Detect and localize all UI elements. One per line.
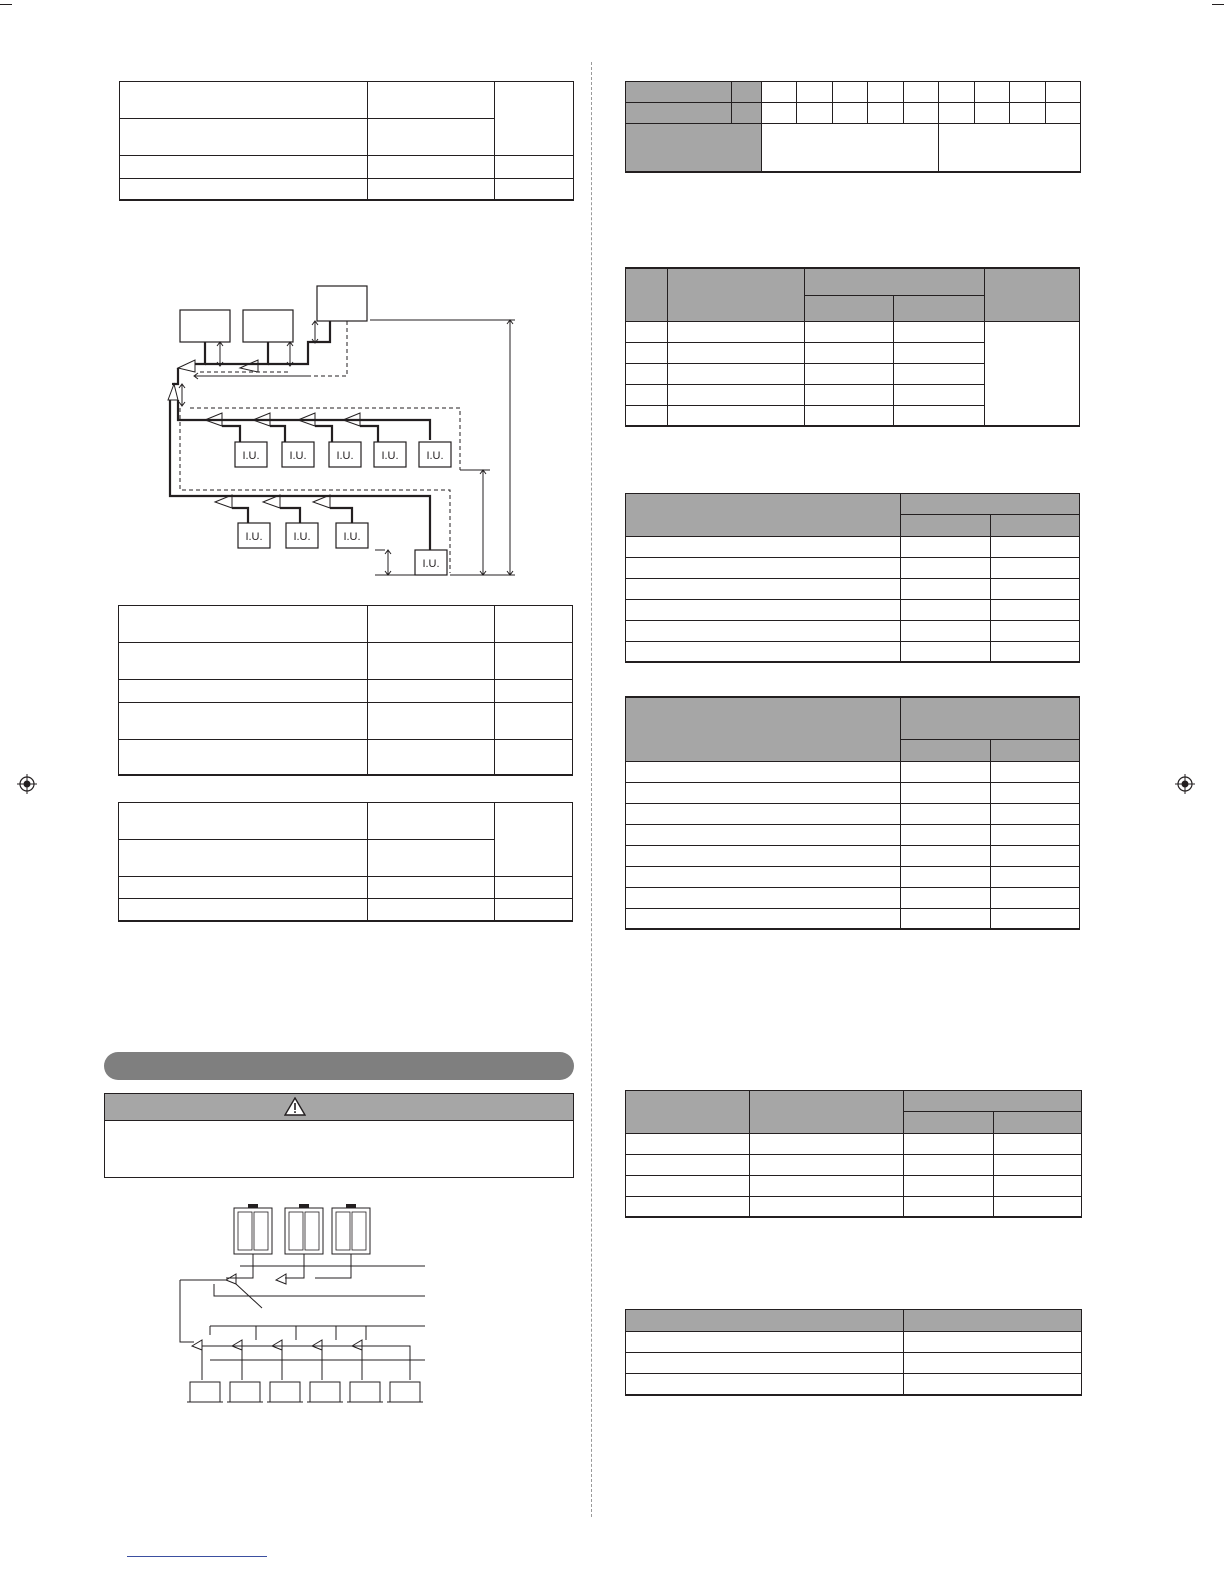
table-cell bbox=[120, 82, 368, 119]
registration-mark-icon bbox=[1175, 774, 1195, 794]
table-cell bbox=[994, 1197, 1082, 1216]
table-cell bbox=[368, 840, 495, 877]
table-cell bbox=[991, 825, 1080, 846]
table-cell bbox=[901, 537, 991, 558]
table-header-cell bbox=[626, 82, 732, 103]
right-table-3 bbox=[625, 493, 1080, 663]
table-cell bbox=[904, 82, 939, 103]
table-header-cell bbox=[991, 740, 1080, 762]
outdoor-unit-icon bbox=[180, 310, 230, 342]
table-cell bbox=[119, 840, 368, 877]
piping-height-diagram bbox=[160, 280, 530, 585]
branch-kit-icon bbox=[168, 384, 178, 400]
column-divider bbox=[591, 62, 592, 1517]
iu-label: I.U. bbox=[336, 450, 354, 462]
table-cell bbox=[626, 1197, 750, 1216]
iu-label: I.U. bbox=[289, 450, 307, 462]
table-cell bbox=[626, 1332, 904, 1353]
table-cell bbox=[626, 825, 901, 846]
indoor-unit-icon bbox=[187, 1382, 223, 1402]
table-cell bbox=[368, 899, 495, 920]
table-header-cell bbox=[626, 124, 762, 171]
table-cell bbox=[805, 364, 894, 385]
outdoor-unit-icon bbox=[243, 310, 293, 342]
crop-mark-top-right bbox=[1212, 4, 1224, 5]
table-cell bbox=[120, 179, 368, 199]
table-cell bbox=[626, 537, 901, 558]
table-cell bbox=[626, 867, 901, 888]
table-cell bbox=[626, 888, 901, 909]
table-cell bbox=[939, 82, 974, 103]
table-cell bbox=[975, 103, 1010, 124]
table-cell bbox=[368, 740, 495, 774]
table-cell bbox=[495, 740, 573, 774]
table-cell bbox=[991, 888, 1080, 909]
table-cell bbox=[119, 899, 368, 920]
table-cell bbox=[495, 877, 573, 899]
table-cell bbox=[495, 643, 573, 680]
table-cell bbox=[120, 156, 368, 179]
table-cell bbox=[368, 606, 495, 643]
table-header-cell bbox=[894, 296, 985, 322]
table-cell bbox=[750, 1134, 904, 1155]
table-cell bbox=[668, 406, 805, 425]
table-cell bbox=[901, 621, 991, 642]
iu-label: I.U. bbox=[245, 531, 263, 543]
table-cell bbox=[901, 867, 991, 888]
indoor-unit-icon bbox=[235, 442, 267, 467]
table-cell bbox=[805, 343, 894, 364]
table-cell bbox=[991, 783, 1080, 804]
right-table-2 bbox=[625, 267, 1080, 427]
table-cell bbox=[119, 803, 368, 840]
table-cell bbox=[994, 1176, 1082, 1197]
indoor-unit-icon bbox=[282, 442, 314, 467]
table-cell bbox=[626, 909, 901, 928]
table-header-cell bbox=[901, 698, 1080, 740]
right-table-6 bbox=[625, 1309, 1082, 1396]
table-cell bbox=[668, 364, 805, 385]
table-cell bbox=[904, 1176, 994, 1197]
table-cell bbox=[495, 703, 573, 740]
table-cell bbox=[368, 119, 495, 156]
table-cell bbox=[939, 124, 1081, 171]
table-cell bbox=[668, 343, 805, 364]
table-cell bbox=[901, 804, 991, 825]
table-cell bbox=[668, 322, 805, 343]
table-cell bbox=[991, 909, 1080, 928]
indoor-unit-icon bbox=[415, 550, 447, 575]
table-cell bbox=[985, 322, 1080, 425]
table-cell bbox=[119, 740, 368, 774]
branch-kit-icon bbox=[240, 360, 258, 372]
table-cell bbox=[626, 364, 668, 385]
table-cell bbox=[626, 804, 901, 825]
table-cell bbox=[626, 762, 901, 783]
table-cell bbox=[750, 1176, 904, 1197]
indoor-unit-icon bbox=[307, 1382, 343, 1402]
warning-body bbox=[104, 1120, 574, 1178]
table-cell bbox=[833, 103, 868, 124]
table-cell bbox=[904, 1332, 1082, 1353]
branch-kit-icon bbox=[178, 360, 195, 372]
table-header-cell bbox=[626, 103, 732, 124]
table-cell bbox=[1010, 103, 1045, 124]
table-cell bbox=[495, 156, 574, 179]
table-cell bbox=[901, 600, 991, 621]
table-cell bbox=[904, 103, 939, 124]
table-cell bbox=[975, 82, 1010, 103]
table-cell bbox=[626, 558, 901, 579]
table-cell bbox=[901, 909, 991, 928]
table-cell bbox=[626, 1374, 904, 1394]
table-header-cell bbox=[732, 103, 762, 124]
table-cell bbox=[368, 179, 495, 199]
table-cell bbox=[762, 82, 797, 103]
table-header-cell bbox=[626, 269, 668, 322]
table-cell bbox=[904, 1374, 1082, 1394]
table-cell bbox=[939, 103, 974, 124]
iu-label: I.U. bbox=[381, 450, 399, 462]
table-cell bbox=[833, 82, 868, 103]
crop-mark-top-left bbox=[0, 4, 12, 5]
system-wiring-diagram bbox=[170, 1200, 435, 1410]
outdoor-unit-icon bbox=[332, 1204, 370, 1254]
table-cell bbox=[626, 406, 668, 425]
table-cell bbox=[495, 606, 573, 643]
right-table-1 bbox=[625, 81, 1081, 173]
outdoor-unit-icon bbox=[234, 1204, 272, 1254]
indoor-unit-icon bbox=[336, 523, 368, 548]
table-cell bbox=[626, 343, 668, 364]
table-header-cell bbox=[805, 269, 985, 296]
branch-kit-icon bbox=[226, 1274, 236, 1284]
table-cell bbox=[626, 579, 901, 600]
table-cell bbox=[901, 825, 991, 846]
indoor-unit-icon bbox=[347, 1382, 383, 1402]
branch-kit-icon bbox=[272, 1340, 282, 1350]
table-header-cell bbox=[994, 1112, 1082, 1134]
indoor-unit-icon bbox=[419, 442, 451, 467]
table-cell bbox=[868, 103, 903, 124]
table-cell bbox=[991, 762, 1080, 783]
indoor-unit-icon bbox=[387, 1382, 423, 1402]
table-cell bbox=[991, 867, 1080, 888]
table-cell bbox=[991, 600, 1080, 621]
table-cell bbox=[119, 643, 368, 680]
branch-kit-icon bbox=[352, 1340, 362, 1350]
table-header-cell bbox=[901, 515, 991, 537]
table-cell bbox=[991, 642, 1080, 661]
indoor-unit-icon bbox=[227, 1382, 263, 1402]
branch-kit-icon bbox=[232, 1340, 242, 1350]
table-cell bbox=[368, 877, 495, 899]
table-cell bbox=[495, 680, 573, 703]
table-cell bbox=[994, 1155, 1082, 1176]
table-cell bbox=[894, 322, 985, 343]
table-cell bbox=[626, 1134, 750, 1155]
table-cell bbox=[805, 406, 894, 425]
table-cell bbox=[626, 846, 901, 867]
table-cell bbox=[626, 1353, 904, 1374]
table-cell bbox=[894, 343, 985, 364]
table-cell bbox=[868, 82, 903, 103]
right-table-4 bbox=[625, 696, 1080, 930]
table-cell bbox=[119, 703, 368, 740]
footer-rule bbox=[127, 1556, 267, 1557]
table-cell bbox=[495, 803, 573, 877]
table-header-cell bbox=[985, 269, 1080, 322]
table-header-cell bbox=[732, 82, 762, 103]
table-cell bbox=[1046, 103, 1081, 124]
table-header-cell bbox=[626, 494, 901, 537]
table-cell bbox=[368, 803, 495, 840]
right-table-5 bbox=[625, 1090, 1082, 1218]
table-cell bbox=[368, 82, 495, 119]
table-header-cell bbox=[991, 515, 1080, 537]
table-header-cell bbox=[904, 1112, 994, 1134]
table-cell bbox=[119, 680, 368, 703]
table-cell bbox=[119, 606, 368, 643]
indoor-unit-icon bbox=[329, 442, 361, 467]
iu-label: I.U. bbox=[426, 450, 444, 462]
branch-kit-icon bbox=[276, 1274, 286, 1284]
table-cell bbox=[626, 783, 901, 804]
table-cell bbox=[762, 103, 797, 124]
table-header-cell bbox=[626, 1091, 750, 1134]
table-cell bbox=[805, 322, 894, 343]
table-cell bbox=[894, 364, 985, 385]
table-cell bbox=[368, 643, 495, 680]
table-cell bbox=[626, 322, 668, 343]
table-cell bbox=[901, 579, 991, 600]
table-cell bbox=[991, 579, 1080, 600]
table-cell bbox=[119, 877, 368, 899]
table-cell bbox=[994, 1134, 1082, 1155]
table-cell bbox=[901, 888, 991, 909]
table-cell bbox=[991, 846, 1080, 867]
table-cell bbox=[495, 82, 574, 156]
table-cell bbox=[626, 621, 901, 642]
table-cell bbox=[991, 558, 1080, 579]
table-header-cell bbox=[626, 698, 901, 762]
table-cell bbox=[626, 600, 901, 621]
indoor-unit-icon bbox=[286, 523, 318, 548]
table-cell bbox=[120, 119, 368, 156]
table-header-cell bbox=[750, 1091, 904, 1134]
table-cell bbox=[495, 179, 574, 199]
table-cell bbox=[991, 537, 1080, 558]
indoor-unit-icon bbox=[238, 523, 270, 548]
table-cell bbox=[1010, 82, 1045, 103]
table-cell bbox=[368, 680, 495, 703]
left-table-1 bbox=[119, 81, 574, 201]
registration-mark-icon bbox=[17, 774, 37, 794]
section-heading-bar bbox=[104, 1052, 574, 1080]
table-cell bbox=[750, 1155, 904, 1176]
table-header-cell bbox=[904, 1091, 1082, 1112]
left-table-3 bbox=[118, 802, 573, 922]
table-cell bbox=[901, 642, 991, 661]
table-cell bbox=[904, 1353, 1082, 1374]
iu-label: I.U. bbox=[242, 450, 260, 462]
warning-header bbox=[104, 1093, 574, 1120]
table-cell bbox=[797, 103, 832, 124]
table-cell bbox=[626, 1155, 750, 1176]
table-cell bbox=[750, 1197, 904, 1216]
table-cell bbox=[805, 385, 894, 406]
left-table-2 bbox=[118, 605, 573, 776]
table-cell bbox=[626, 1176, 750, 1197]
table-cell bbox=[901, 846, 991, 867]
table-header-cell bbox=[901, 494, 1080, 515]
table-cell bbox=[991, 804, 1080, 825]
outdoor-unit-icon bbox=[285, 1204, 323, 1254]
iu-label: I.U. bbox=[343, 531, 361, 543]
iu-label: I.U. bbox=[293, 531, 311, 543]
table-cell bbox=[368, 156, 495, 179]
table-cell bbox=[904, 1155, 994, 1176]
table-cell bbox=[626, 385, 668, 406]
table-header-cell bbox=[904, 1310, 1082, 1332]
table-header-cell bbox=[668, 269, 805, 322]
table-cell bbox=[904, 1134, 994, 1155]
table-cell bbox=[626, 642, 901, 661]
warning-triangle-icon bbox=[284, 1097, 306, 1116]
branch-kit-icon bbox=[312, 1340, 322, 1350]
table-header-cell bbox=[626, 1310, 904, 1332]
iu-label: I.U. bbox=[422, 558, 440, 570]
table-cell bbox=[668, 385, 805, 406]
table-cell bbox=[495, 899, 573, 920]
table-cell bbox=[797, 82, 832, 103]
table-cell bbox=[904, 1197, 994, 1216]
table-cell bbox=[901, 558, 991, 579]
table-header-cell bbox=[805, 296, 894, 322]
table-cell bbox=[368, 703, 495, 740]
table-cell bbox=[901, 762, 991, 783]
indoor-unit-icon bbox=[374, 442, 406, 467]
table-cell bbox=[1046, 82, 1081, 103]
table-header-cell bbox=[901, 740, 991, 762]
table-cell bbox=[991, 621, 1080, 642]
indoor-unit-icon bbox=[267, 1382, 303, 1402]
outdoor-unit-icon bbox=[317, 286, 367, 321]
table-cell bbox=[901, 783, 991, 804]
table-cell bbox=[762, 124, 939, 171]
table-cell bbox=[894, 385, 985, 406]
table-cell bbox=[894, 406, 985, 425]
